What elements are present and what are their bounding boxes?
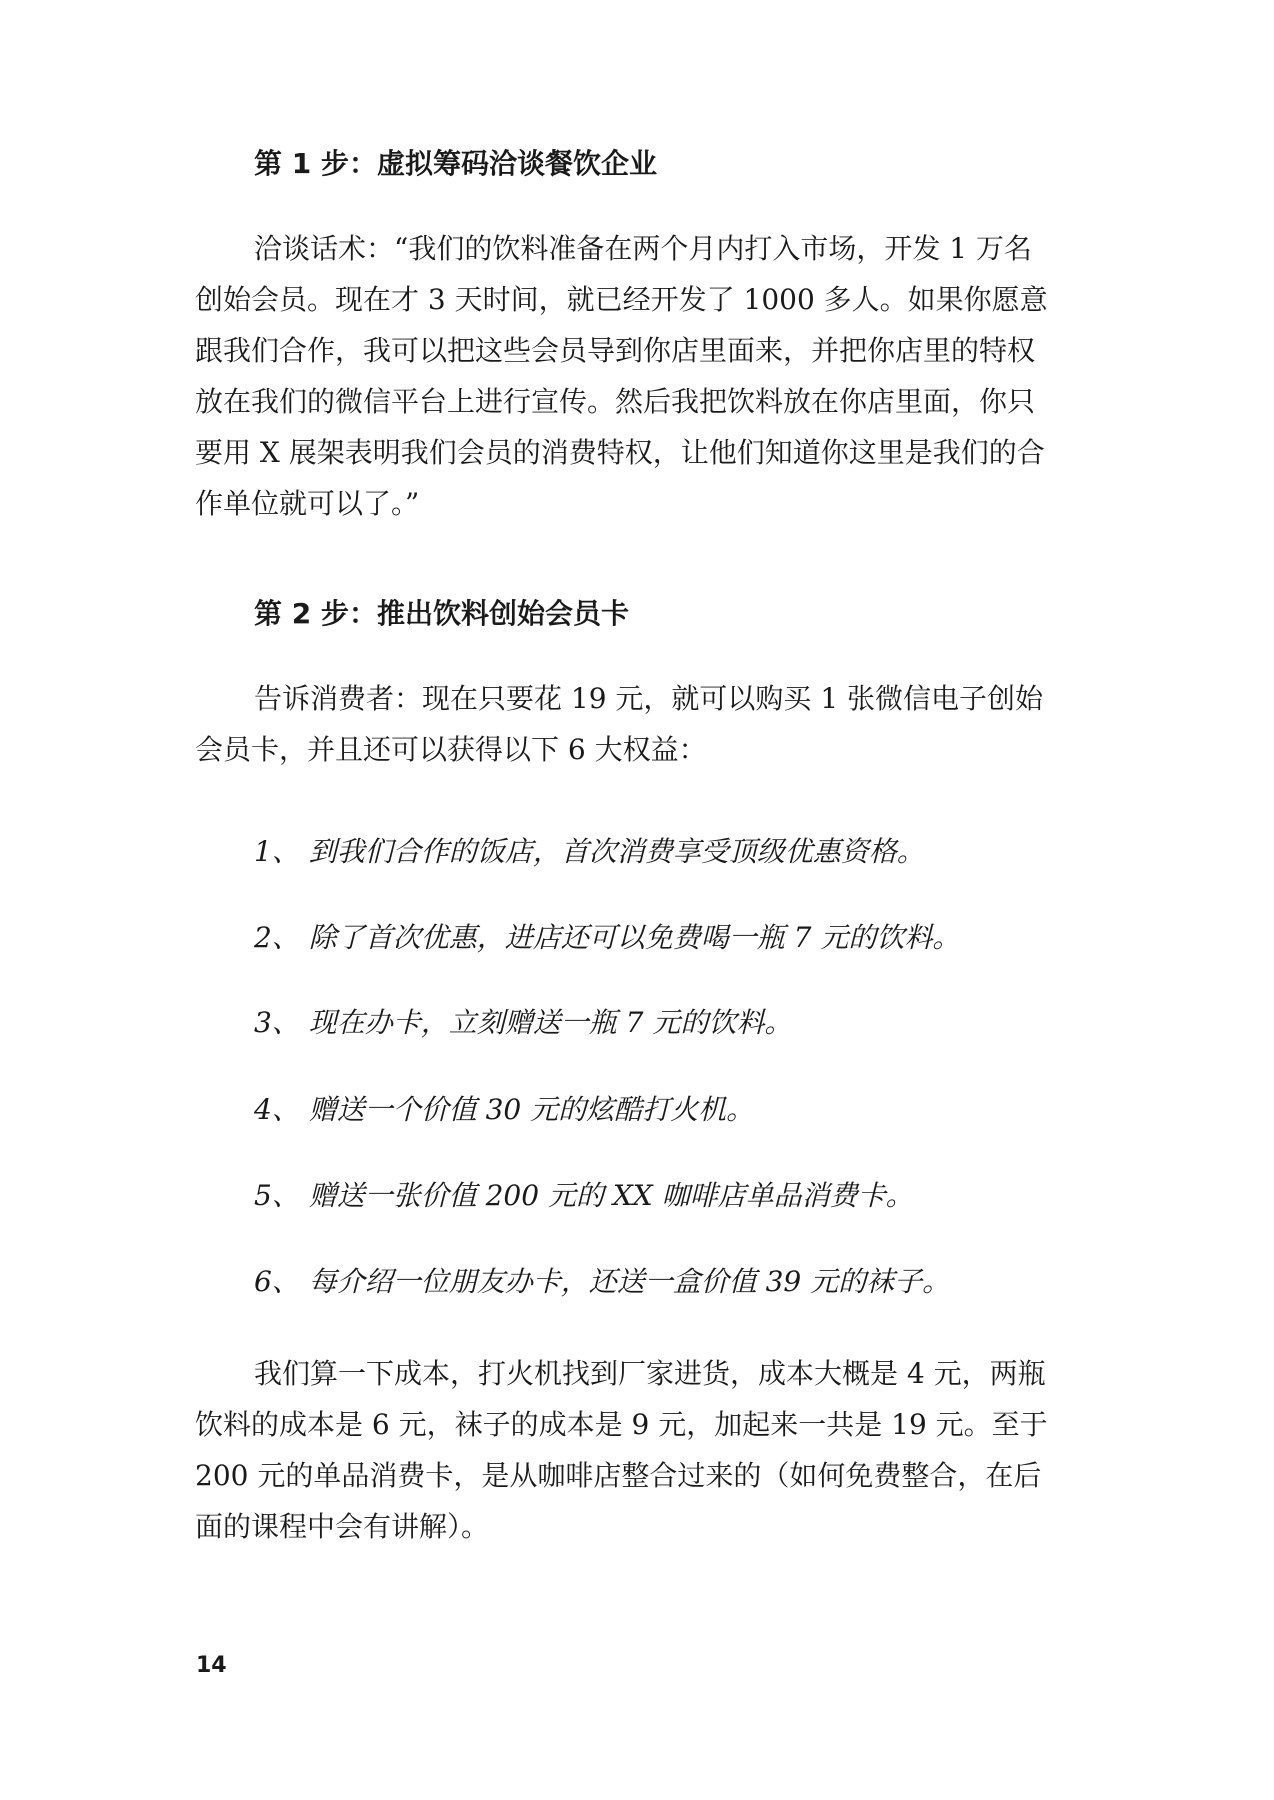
- benefit-item-3: 3、 现在办卡，立刻赠送一瓶 7 元的饮料。: [254, 1006, 793, 1039]
- cost-paragraph: [195, 1348, 1095, 1552]
- step1-paragraph: [195, 223, 1095, 529]
- paragraph-line: 我们算一下成本，打火机找到厂家进货，成本大概是 4 元，两瓶: [254, 1357, 1046, 1390]
- benefit-item-6: 6、 每介绍一位朋友办卡，还送一盒价值 39 元的袜子。: [254, 1265, 951, 1298]
- paragraph-line: 200 元的单品消费卡，是从咖啡店整合过来的（如何免费整合，在后: [195, 1459, 1042, 1492]
- paragraph-line: 跟我们合作，我可以把这些会员导到你店里面来，并把你店里的特权: [195, 334, 1036, 367]
- paragraph-line: 面的课程中会有讲解）。: [195, 1510, 490, 1543]
- paragraph-line: 放在我们的微信平台上进行宣传。然后我把饮料放在你店里面，你只: [195, 385, 1036, 418]
- benefit-item-4: 4、 赠送一个价值 30 元的炫酷打火机。: [254, 1093, 755, 1126]
- paragraph-line: 创始会员。现在才 3 天时间，就已经开发了 1000 多人。如果你愿意: [195, 283, 1048, 316]
- paragraph-line: 会员卡，并且还可以获得以下 6 大权益：: [195, 733, 707, 766]
- paragraph-line: 饮料的成本是 6 元，袜子的成本是 9 元，加起来一共是 19 元。至于: [195, 1408, 1048, 1441]
- step2-intro: [195, 673, 1095, 775]
- benefit-item-2: 2、 除了首次优惠，进店还可以免费喝一瓶 7 元的饮料。: [254, 921, 961, 954]
- step1-heading: 第 1 步：虚拟筹码洽谈餐饮企业: [254, 147, 657, 180]
- step2-heading: 第 2 步：推出饮料创始会员卡: [254, 597, 629, 630]
- paragraph-line: 要用 X 展架表明我们会员的消费特权，让他们知道你这里是我们的合: [195, 436, 1045, 469]
- page-number: 14: [196, 1653, 227, 1678]
- benefit-item-1: 1、 到我们合作的饭店，首次消费享受顶级优惠资格。: [254, 835, 925, 868]
- paragraph-line: 告诉消费者：现在只要花 19 元，就可以购买 1 张微信电子创始: [254, 682, 1044, 715]
- paragraph-line: 作单位就可以了。”: [195, 487, 420, 520]
- benefit-item-5: 5、 赠送一张价值 200 元的 XX 咖啡店单品消费卡。: [254, 1179, 914, 1212]
- paragraph-line: 洽谈话术：“我们的饮料准备在两个月内打入市场，开发 1 万名: [254, 232, 1032, 265]
